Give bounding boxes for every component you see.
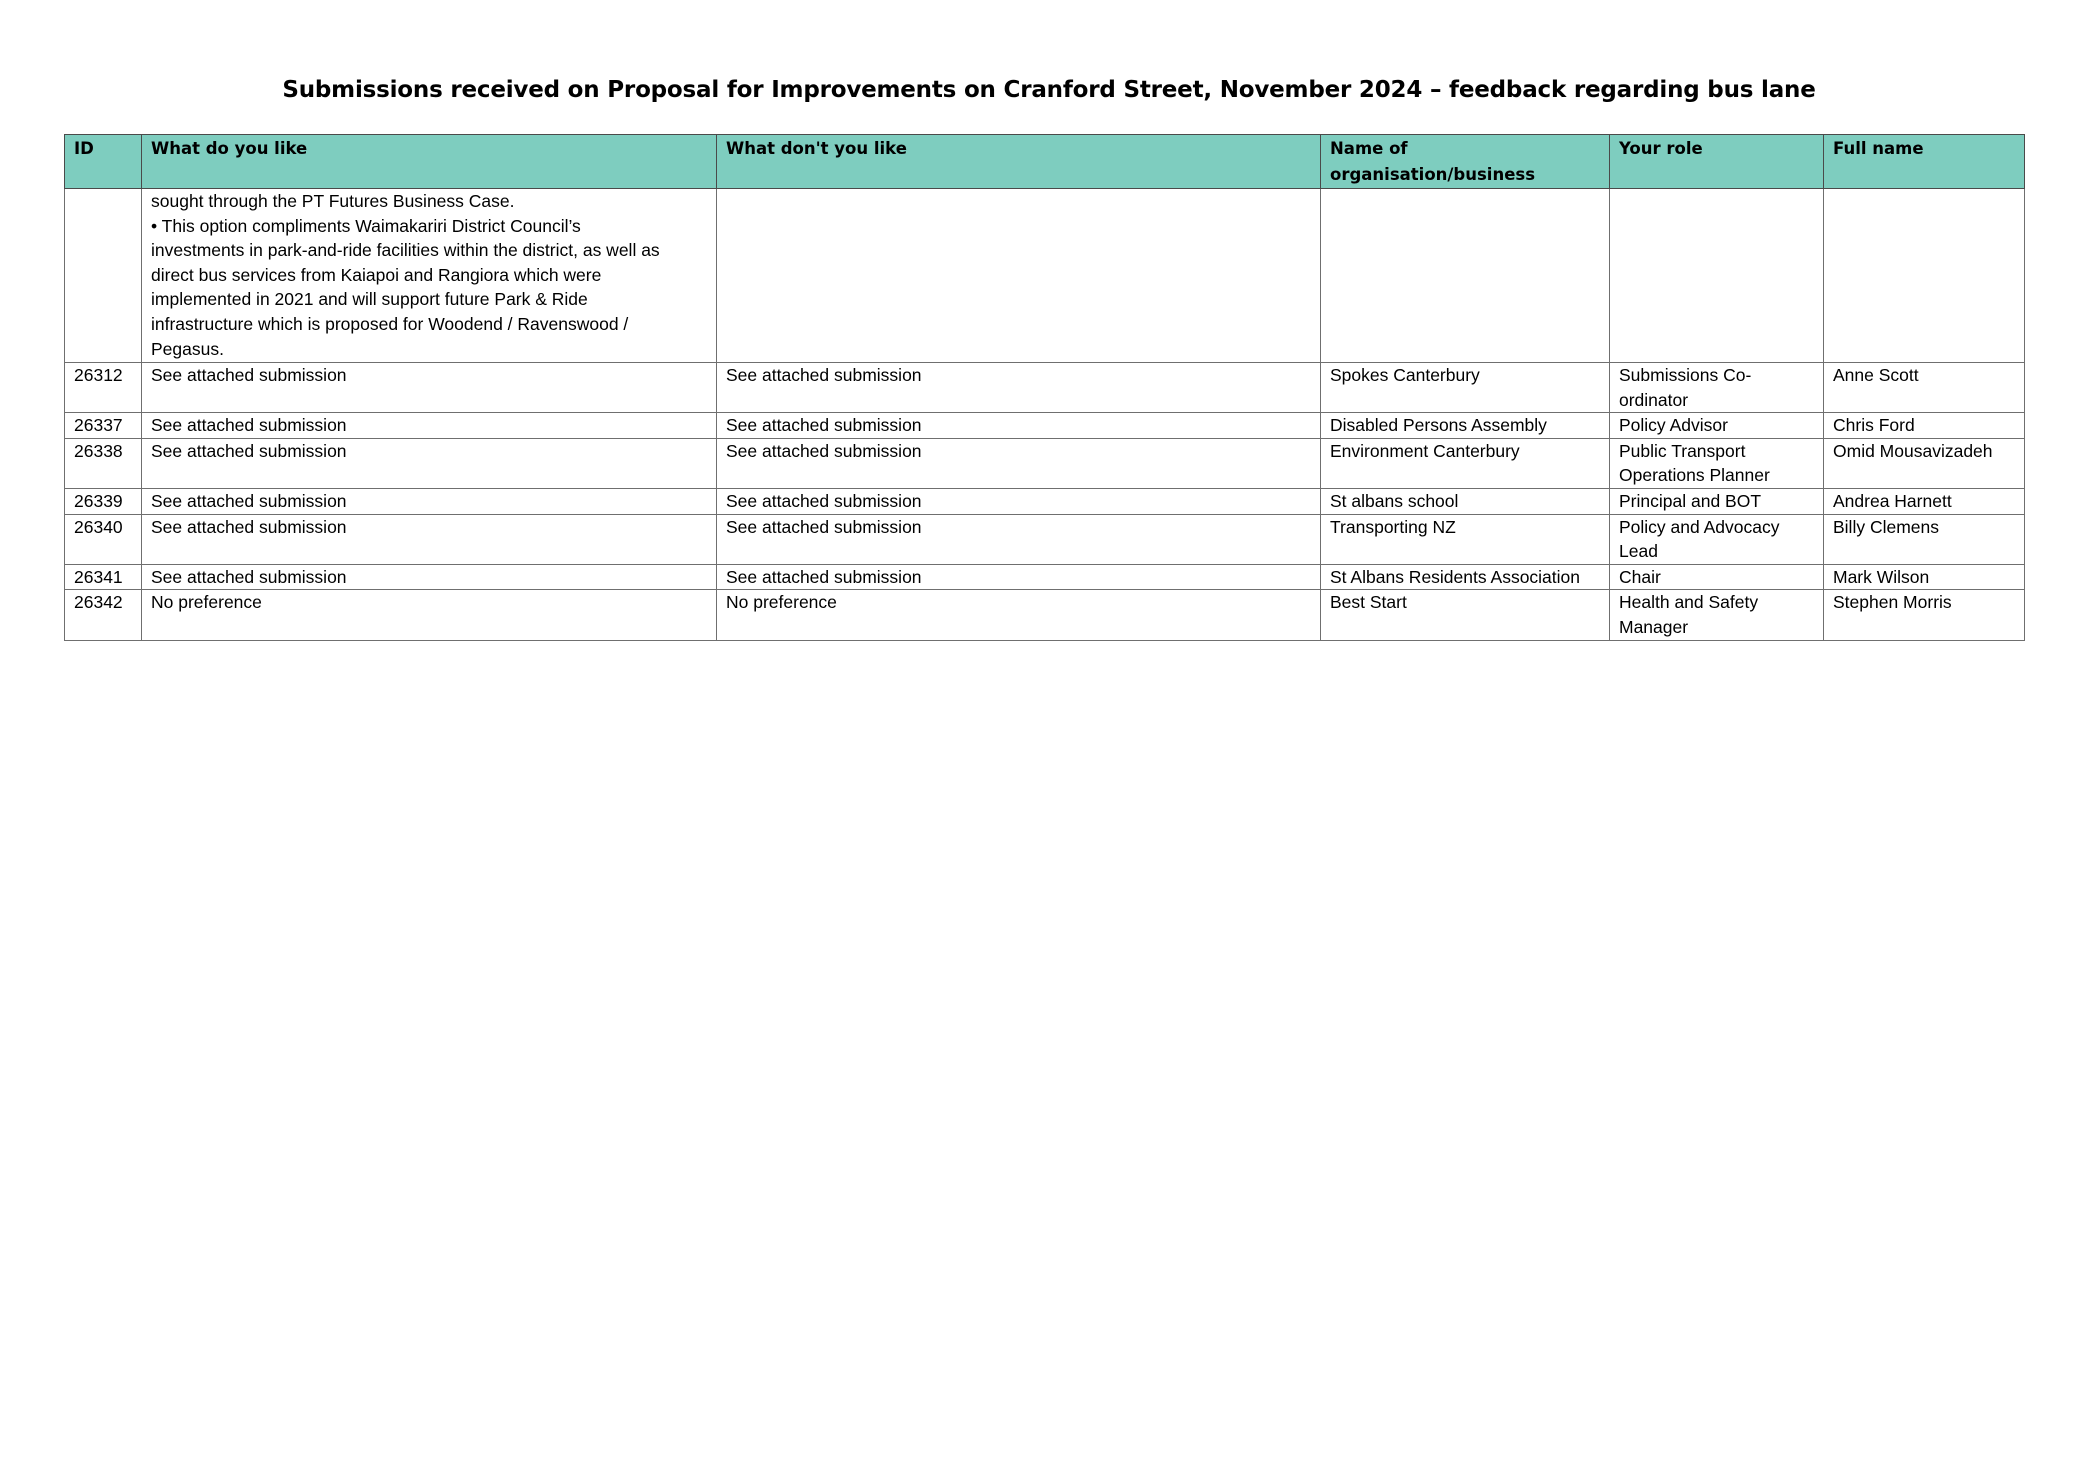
cell-role-line: ordinator	[1619, 389, 1689, 410]
cell-role-line: Policy Advisor	[1619, 415, 1728, 436]
cell-full-name: Stephen Morris	[1824, 590, 2025, 640]
cell-organisation: St albans school	[1321, 488, 1610, 514]
cell-like: See attached submission	[142, 438, 717, 488]
cell-role-line: Submissions Co-	[1619, 365, 1752, 385]
cell-id: 26337	[65, 413, 142, 439]
cell-id: 26338	[65, 438, 142, 488]
cell-dislike: No preference	[717, 590, 1321, 640]
cell-role-line: Lead	[1619, 541, 1658, 562]
cell-role	[1610, 514, 1824, 564]
cell-like-line: implemented in 2021 and will support future Park & Ride	[151, 289, 588, 310]
cell-role	[1610, 189, 1824, 363]
cell-full-name: Billy Clemens	[1824, 514, 2025, 564]
table-row-continued	[65, 189, 2025, 363]
cell-dislike: See attached submission	[717, 438, 1321, 488]
cell-id: 26312	[65, 363, 142, 413]
document-title: Submissions received on Proposal for Improvements on Cranford Street, November 2024 – feedback regarding bus lane	[282, 77, 1816, 104]
cell-like	[142, 189, 717, 363]
cell-role	[1610, 413, 1824, 439]
column-header-like: What do you like	[142, 135, 717, 189]
cell-role-line: Operations Planner	[1619, 465, 1770, 486]
cell-like: See attached submission	[142, 488, 717, 514]
cell-dislike: See attached submission	[717, 564, 1321, 590]
header-row	[65, 135, 2025, 189]
cell-dislike	[717, 189, 1321, 363]
cell-like: See attached submission	[142, 363, 717, 413]
cell-organisation: Environment Canterbury	[1321, 438, 1610, 488]
cell-like: No preference	[142, 590, 717, 640]
cell-dislike: See attached submission	[717, 488, 1321, 514]
cell-id: 26339	[65, 488, 142, 514]
cell-like: See attached submission	[142, 514, 717, 564]
cell-role	[1610, 363, 1824, 413]
cell-like-line: Pegasus.	[151, 338, 224, 359]
cell-like-line: • This option compliments Waimakariri District Council’s	[151, 215, 581, 236]
table-row	[65, 514, 2025, 564]
cell-role-line: Policy and Advocacy	[1619, 516, 1780, 537]
cell-role-line: Manager	[1619, 616, 1689, 637]
table-row	[65, 438, 2025, 488]
cell-full-name: Mark Wilson	[1824, 564, 2025, 590]
cell-like-line: direct bus services from Kaiapoi and Rangiora which were	[151, 264, 602, 285]
cell-role-line: Public Transport	[1619, 440, 1746, 461]
table-row	[65, 363, 2025, 413]
table-body	[65, 189, 2025, 641]
table-row	[65, 413, 2025, 439]
cell-organisation: Transporting NZ	[1321, 514, 1610, 564]
cell-like-line: infrastructure which is proposed for Woodend / Ravenswood /	[151, 313, 629, 334]
submissions-table	[64, 134, 2025, 641]
cell-full-name: Omid Mousavizadeh	[1824, 438, 2025, 488]
cell-id: 26342	[65, 590, 142, 640]
cell-like-line: investments in park-and-ride facilities within the district, as well as	[151, 240, 660, 261]
table-header	[65, 135, 2025, 189]
column-header-role: Your role	[1610, 135, 1824, 189]
cell-role-line: Health and Safety	[1619, 592, 1759, 613]
cell-organisation: Disabled Persons Assembly	[1321, 413, 1610, 439]
column-header-organisation: Name of organisation/business	[1321, 135, 1610, 189]
cell-full-name: Chris Ford	[1824, 413, 2025, 439]
table-row	[65, 488, 2025, 514]
cell-organisation	[1321, 189, 1610, 363]
cell-full-name: Anne Scott	[1824, 363, 2025, 413]
column-header-full-name: Full name	[1824, 135, 2025, 189]
cell-id	[65, 189, 142, 363]
cell-dislike: See attached submission	[717, 413, 1321, 439]
table-row	[65, 564, 2025, 590]
cell-like: See attached submission	[142, 564, 717, 590]
cell-organisation: Best Start	[1321, 590, 1610, 640]
cell-role	[1610, 438, 1824, 488]
cell-id: 26341	[65, 564, 142, 590]
cell-organisation: Spokes Canterbury	[1321, 363, 1610, 413]
cell-dislike: See attached submission	[717, 514, 1321, 564]
column-header-id: ID	[65, 135, 142, 189]
cell-id: 26340	[65, 514, 142, 564]
cell-full-name	[1824, 189, 2025, 363]
cell-dislike: See attached submission	[717, 363, 1321, 413]
cell-role	[1610, 564, 1824, 590]
column-header-dislike: What don't you like	[717, 135, 1321, 189]
cell-organisation: St Albans Residents Association	[1321, 564, 1610, 590]
cell-role	[1610, 590, 1824, 640]
table-row	[65, 590, 2025, 640]
cell-like-line: sought through the PT Futures Business Case.	[151, 191, 515, 211]
cell-role-line: Principal and BOT	[1619, 490, 1762, 511]
cell-role	[1610, 488, 1824, 514]
cell-role-line: Chair	[1619, 566, 1661, 587]
cell-like: See attached submission	[142, 413, 717, 439]
cell-full-name: Andrea Harnett	[1824, 488, 2025, 514]
